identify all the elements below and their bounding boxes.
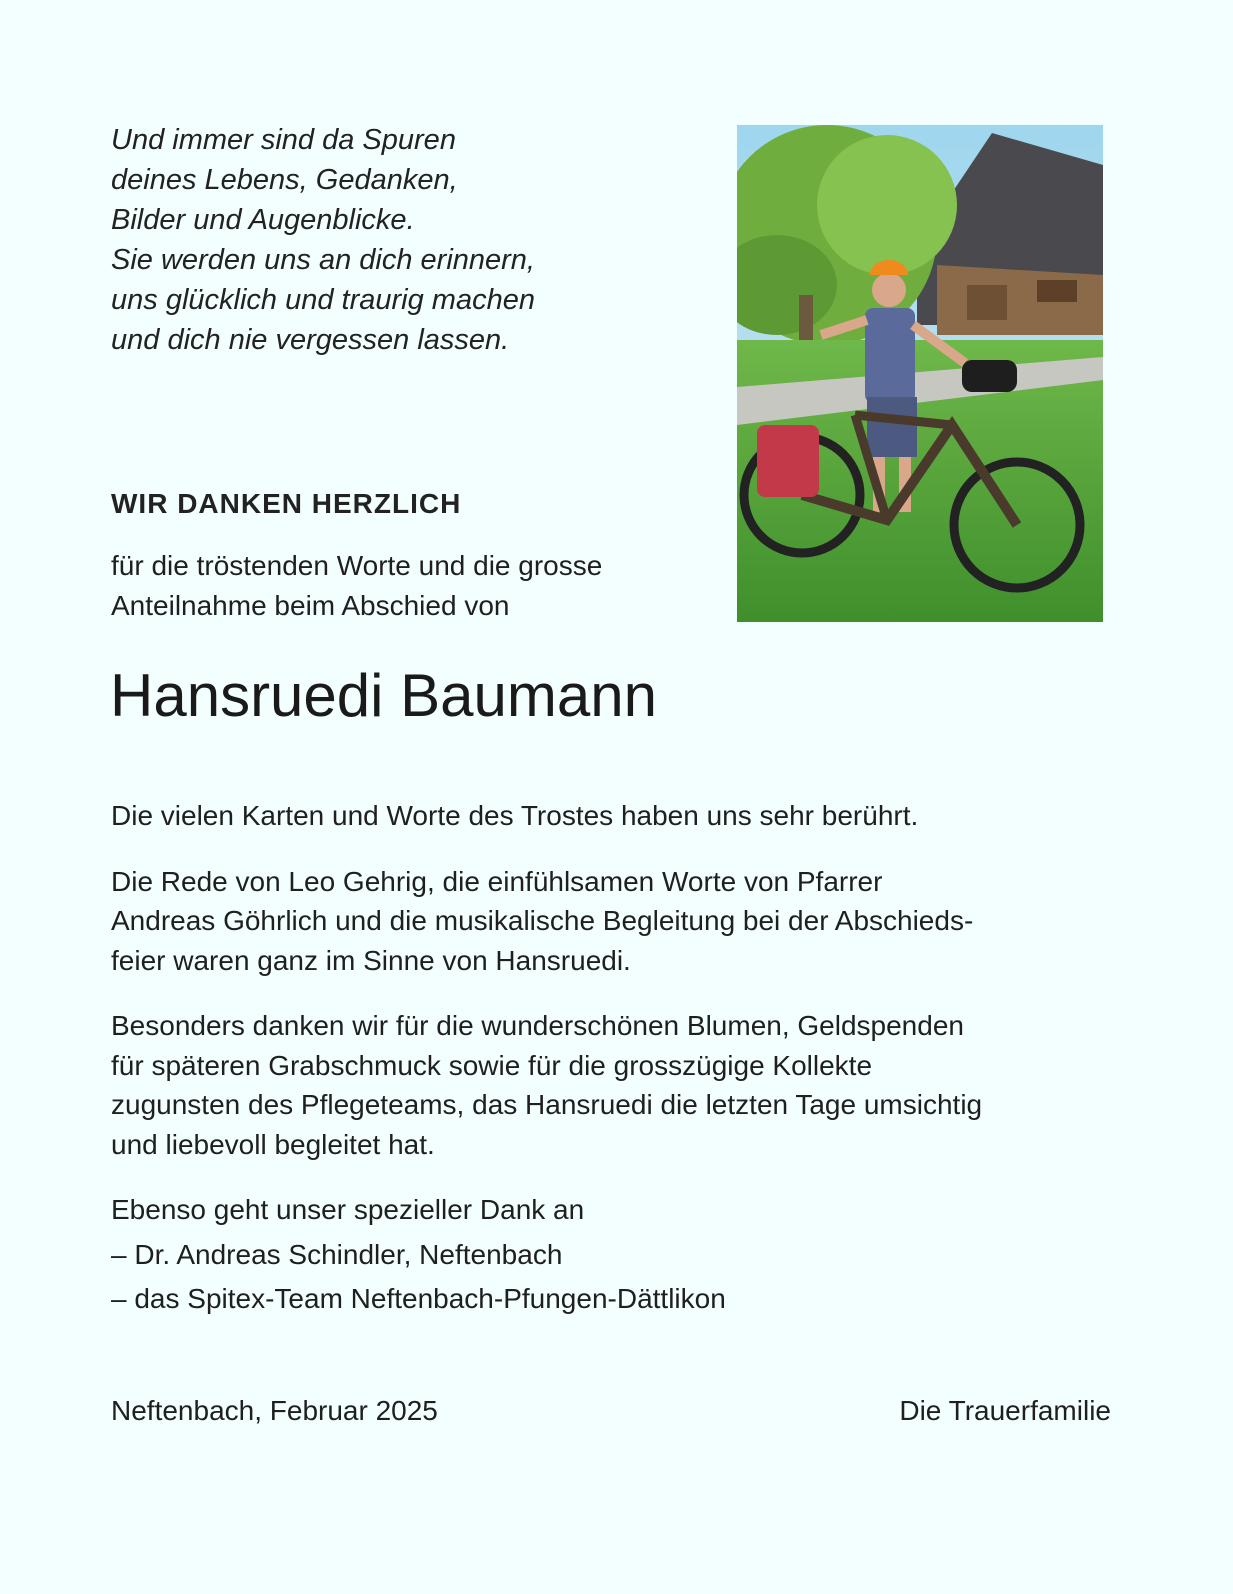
signature: Die Trauerfamilie [899, 1395, 1111, 1426]
paragraph-speech [111, 862, 1121, 981]
text-line: feier waren ganz im Sinne von Hansruedi. [111, 944, 631, 976]
poem-line: Bilder und Augenblicke. [111, 204, 415, 236]
text-line: Besonders danken wir für die wunderschönen Blumen, Geldspenden [111, 1010, 964, 1041]
body-text [111, 796, 1121, 1324]
poem-line: Sie werden uns an dich erinnern, [111, 244, 535, 276]
text-line: Die Rede von Leo Gehrig, die einfühlsamen Worte von Pfarrer [111, 865, 883, 897]
text-line: zugunsten des Pflegeteams, das Hansruedi die letzten Tage umsichtig [111, 1089, 983, 1120]
portrait-photo [737, 125, 1103, 622]
thanks-heading: WIR DANKEN HERZLICH [111, 488, 462, 519]
intro-line: Anteilnahme beim Abschied von [111, 590, 510, 621]
poem [111, 120, 671, 360]
text-line: für späteren Grabschmuck sowie für die grosszügige Kollekte [111, 1049, 873, 1081]
paragraph-special-thanks: Ebenso geht unser spezieller Dank an [111, 1194, 585, 1225]
intro-line: für die tröstenden Worte und die grosse [111, 550, 603, 581]
paragraph-cards: Die vielen Karten und Worte des Trostes haben uns sehr berührt. [111, 800, 919, 831]
thanks-list-item: – das Spitex-Team Neftenbach-Pfungen-Dättlikon [111, 1283, 726, 1314]
thanks-list-item: – Dr. Andreas Schindler, Neftenbach [111, 1238, 563, 1270]
text-line: Andreas Göhrlich und die musikalische Begleitung bei der Abschieds- [111, 905, 974, 936]
intro-text [111, 546, 711, 626]
paragraph-flowers [111, 1006, 1121, 1164]
poem-line: deines Lebens, Gedanken, [111, 164, 458, 196]
poem-line: Und immer sind da Spuren [111, 124, 456, 156]
text-line: und liebevoll begleitet hat. [111, 1128, 435, 1160]
poem-line: uns glücklich und traurig machen [111, 284, 535, 316]
poem-line: und dich nie vergessen lassen. [111, 324, 510, 356]
place-date: Neftenbach, Februar 2025 [111, 1395, 438, 1426]
deceased-name: Hansruedi Baumann [110, 662, 658, 729]
